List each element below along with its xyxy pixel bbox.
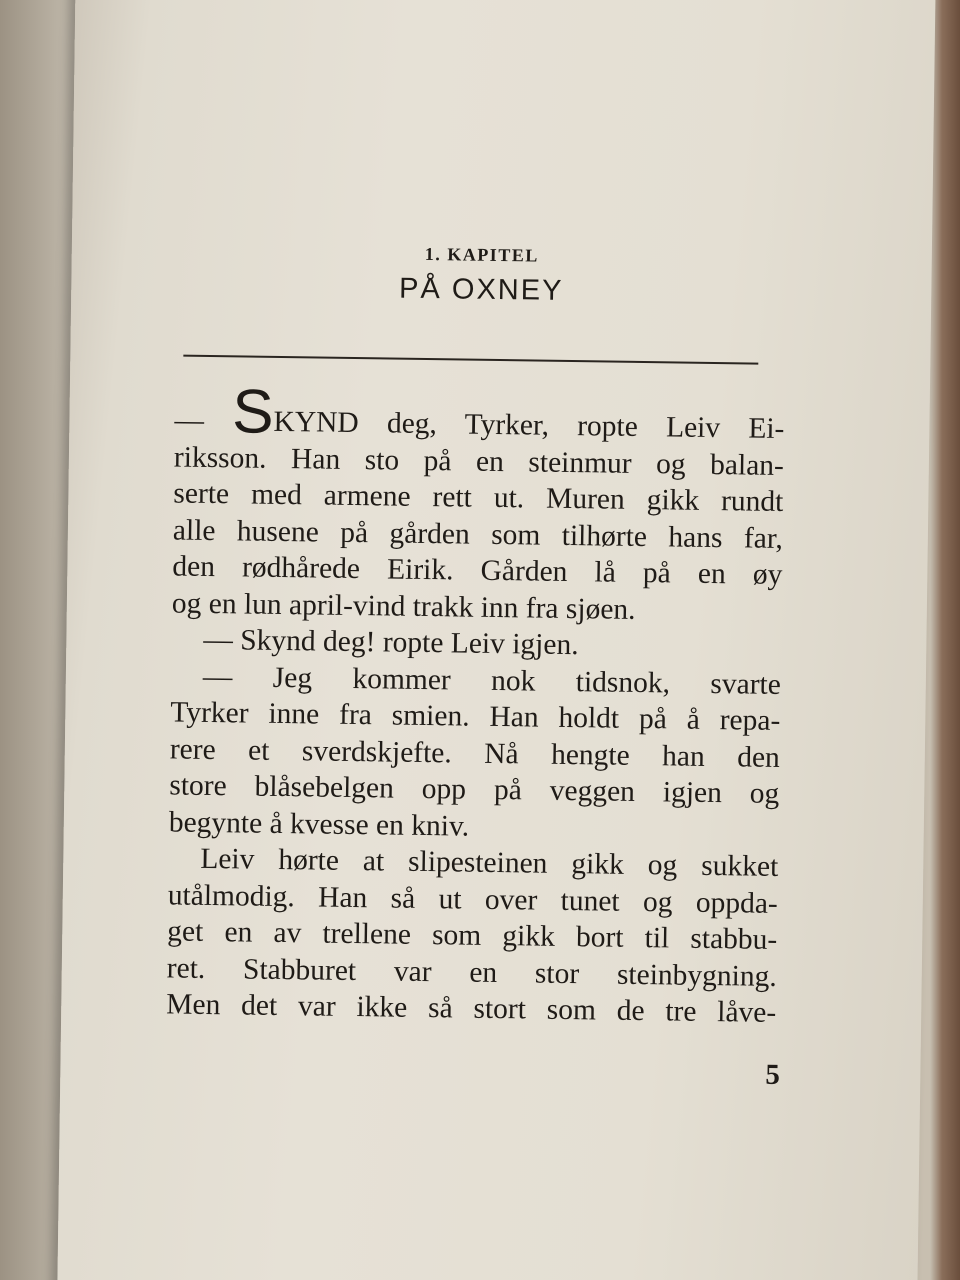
text-line: — Skynd deg! ropte Leiv igjen. xyxy=(203,623,579,662)
drop-cap: S xyxy=(231,377,275,447)
text-line: — Jeg kommer nok tidsnok, svarte xyxy=(202,660,782,701)
text-line: alle husene på gården som tilhørte hans far, xyxy=(172,513,784,555)
chapter-title: PÅ OXNEY xyxy=(398,272,564,307)
text-line: Tyrker inne fra smien. Han holdt på å repa- xyxy=(170,696,781,737)
text-line: serte med armene rett ut. Muren gikk rundt xyxy=(173,477,784,518)
book-page xyxy=(57,0,935,1280)
chapter-label: 1. KAPITEL xyxy=(424,243,539,266)
lead-dash: — xyxy=(174,404,205,437)
text-line: riksson. Han sto på en steinmur og balan- xyxy=(173,440,785,482)
text-line: store blåsebelgen opp på veggen igjen og xyxy=(169,769,780,810)
text-line: ret. Stabburet var en stor steinbygning. xyxy=(166,951,777,993)
text-line: og en lun april-vind trakk inn fra sjøen. xyxy=(171,586,636,626)
text-line: rere et sverdskjefte. Nå hengte han den xyxy=(169,732,781,774)
text-line: Men det var ikke så stort som de tre låve- xyxy=(166,988,777,1029)
paragraph-4 xyxy=(166,840,778,1031)
table-surface xyxy=(930,0,960,1280)
text-line: get en av trellene som gikk bort til stabbu- xyxy=(167,915,778,956)
text-line-content: KYND deg, Tyrker, ropte Leiv Ei- xyxy=(273,405,785,445)
paragraph-3 xyxy=(169,658,781,849)
paragraph-1 xyxy=(171,377,785,629)
title-divider xyxy=(183,355,758,365)
page-number: 5 xyxy=(765,1058,781,1091)
chapter-body xyxy=(166,377,785,1031)
text-line: utålmodig. Han så ut over tunet og oppda- xyxy=(167,878,778,920)
text-line: den rødhårede Eirik. Gården lå på en øy xyxy=(172,550,783,591)
text-line: begynte å kvesse en kniv. xyxy=(168,805,470,843)
page-content xyxy=(166,240,787,1031)
text-line: Leiv hørte at slipesteinen gikk og sukket xyxy=(200,842,779,883)
